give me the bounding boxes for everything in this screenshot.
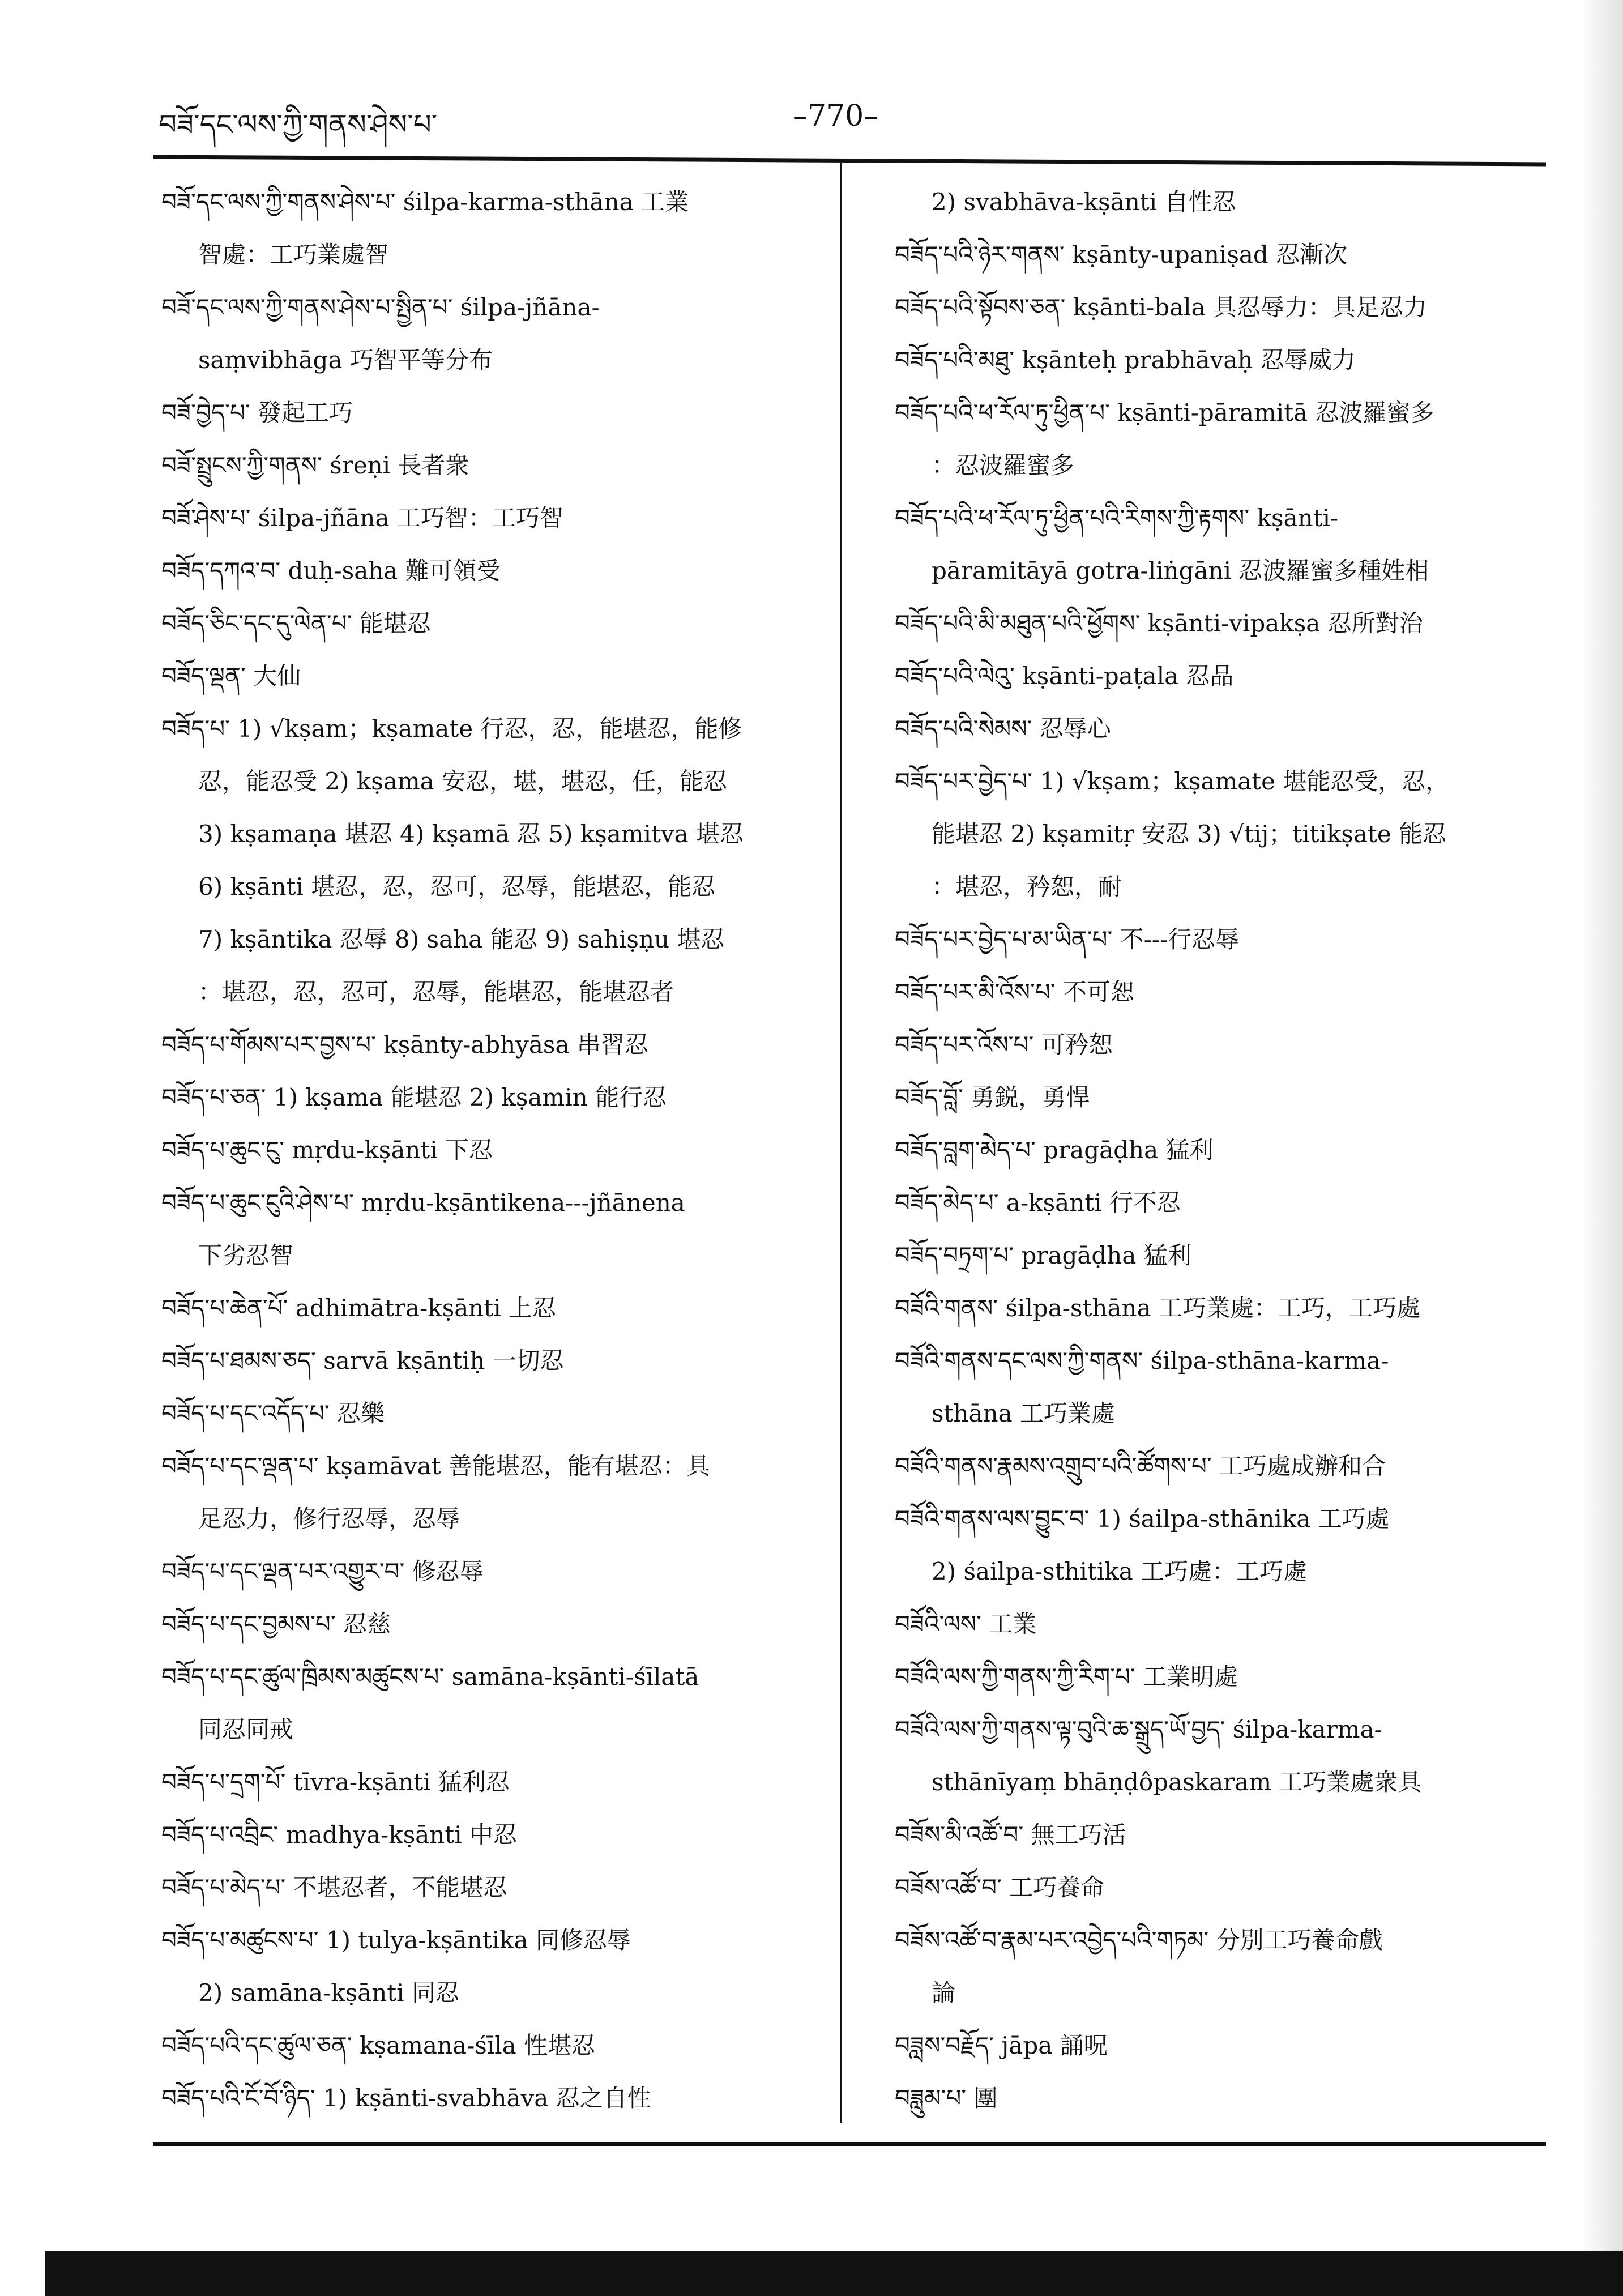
dictionary-entry: བཟོད་པར་བྱེད་པ་མ་ཡིན་པ་ 不---行忍辱	[895, 925, 1240, 953]
entry-continuation: sthāna 工巧業處	[932, 1399, 1115, 1427]
dictionary-entry: བཟོའི་གནས་རྣམས་འགྲུབ་པའི་ཚོགས་པ་ 工巧處成辦和合	[895, 1452, 1386, 1480]
dictionary-entry: བཟོད་པའི་སྟོབས་ཅན་ kṣānti-bala 具忍辱力：具足忍力	[895, 293, 1428, 321]
dictionary-entry: བཟོད་པའི་ཕ་རོལ་ཏུ་ཕྱིན་པའི་རིགས་ཀྱི་རྟགས་ kṣānti-	[895, 504, 1339, 532]
dictionary-entry: བཟོད་པའི་ལེའུ་ kṣānti-paṭala 忍品	[895, 662, 1234, 690]
entry-continuation: 2) samāna-kṣānti 同忍	[198, 1979, 459, 2007]
dictionary-entry: བཟོད་པའི་ངོ་བོ་ཉིད་ 1) kṣānti-svabhāva 忍之自性	[161, 2084, 651, 2112]
dictionary-entry: བཟོས་འཚོ་བ་རྣམ་པར་འབྱེད་པའི་གཏམ་ 分別工巧養命戲	[895, 1926, 1383, 1954]
entry-continuation: sthānīyaṃ bhāṇḍôpaskaram 工巧業處衆具	[932, 1768, 1422, 1796]
entry-continuation: 7) kṣāntika 忍辱 8) saha 能忍 9) sahiṣṇu 堪忍	[198, 925, 725, 953]
entry-continuation: 能堪忍 2) kṣamitṛ 安忍 3) √tij；titikṣate 能忍	[932, 820, 1447, 848]
entry-continuation: 下劣忍智	[198, 1241, 294, 1269]
dictionary-entry: བཟོད་པ་མཚུངས་པ་ 1) tulya-kṣāntika 同修忍辱	[161, 1926, 631, 1954]
dictionary-entry: བཟོད་པ་ 1) √kṣam；kṣamate 行忍，忍，能堪忍，能修	[161, 715, 742, 742]
dictionary-entry: བཟོའི་ལས་ཀྱི་གནས་ལྟ་བུའི་ཆ་སྒྲུད་ཡོ་བྱད་ śilpa-karma-	[895, 1715, 1382, 1743]
entry-continuation: 2) svabhāva-kṣānti 自性忍	[932, 188, 1236, 216]
entry-continuation: ：堪忍，矜恕，耐	[932, 873, 1122, 901]
dictionary-entry: བཟོའི་ལས་ཀྱི་གནས་ཀྱི་རིག་པ་ 工業明處	[895, 1663, 1238, 1691]
dictionary-entry: བཟོད་པ་དང་ལྡན་པར་འགྱུར་བ་ 修忍辱	[161, 1557, 484, 1585]
dictionary-entry: བཟོའི་གནས་ śilpa-sthāna 工巧業處：工巧，工巧處	[895, 1294, 1420, 1322]
dictionary-entry: བཟོད་པ་ཆུང་ངུ་ mṛdu-kṣānti 下忍	[161, 1136, 493, 1164]
dictionary-entry: བཟོད་པའི་ཉེར་གནས་ kṣānty-upaniṣad 忍漸次	[895, 241, 1348, 268]
dictionary-entry: བཟོད་པར་མི་འོས་པ་ 不可恕	[895, 978, 1134, 1006]
scan-shadow	[1580, 0, 1623, 2251]
entry-continuation: 2) śailpa-sthitika 工巧處：工巧處	[932, 1557, 1308, 1585]
dictionary-entry: བཟོད་པ་མེད་པ་ 不堪忍者，不能堪忍	[161, 1873, 507, 1901]
dictionary-entry: བཟོའི་གནས་དང་ལས་ཀྱི་གནས་ śilpa-sthāna-karma-	[895, 1347, 1389, 1375]
entry-continuation: 同忍同戒	[198, 1715, 294, 1743]
dictionary-entry: བཟོད་པ་ཐམས་ཅད་ sarvā kṣāntiḥ 一切忍	[161, 1347, 564, 1375]
dictionary-entry: བཟོའི་གནས་ལས་བྱུང་བ་ 1) śailpa-sthānika 工巧處	[895, 1505, 1390, 1533]
dictionary-entry: བཟོད་པ་དང་བྱམས་པ་ 忍慈	[161, 1610, 391, 1638]
right-column	[895, 176, 1546, 2124]
dictionary-entry: བཟོད་བློ་ 勇鋭，勇悍	[895, 1083, 1090, 1111]
entry-continuation: 忍，能忍受 2) kṣama 安忍，堪，堪忍，任，能忍	[198, 767, 728, 795]
dictionary-entry: བཟོ་དང་ལས་ཀྱི་གནས་ཤེས་པ་ śilpa-karma-sthāna 工業	[161, 188, 689, 216]
dictionary-entry: བཟོད་པ་དྲག་པོ་ tīvra-kṣānti 猛利忍	[161, 1768, 510, 1796]
dictionary-entry: བཟོད་དཀའ་བ་ duḥ-saha 難可領受	[161, 557, 501, 584]
dictionary-entry: བཟོད་བླག་མེད་པ་ pragāḍha 猛利	[895, 1136, 1214, 1164]
dictionary-entry: བཟོ་བྱེད་པ་ 發起工巧	[161, 399, 353, 426]
dictionary-entry: བཟོད་པ་དང་འདོད་པ་ 忍樂	[161, 1399, 385, 1427]
bottom-rule	[153, 2142, 1546, 2146]
dictionary-entry: བཟོད་པ་གོམས་པར་བྱས་པ་ kṣānty-abhyāsa 串習忍	[161, 1031, 648, 1059]
dictionary-entry: བཟོད་པའི་སེམས་ 忍辱心	[895, 715, 1111, 742]
scan-edge-bar	[45, 2251, 1623, 2296]
dictionary-entry: བཟོད་པ་ཆུང་ངུའི་ཤེས་པ་ mṛdu-kṣāntikena---jñānena	[161, 1189, 685, 1217]
dictionary-entry: བཟོད་ལྡན་ 大仙	[161, 662, 301, 690]
dictionary-entry: བཟོ་ཤེས་པ་ śilpa-jñāna 工巧智：工巧智	[161, 504, 563, 532]
entry-continuation: ：忍波羅蜜多	[932, 451, 1075, 479]
dictionary-entry: བཟོད་ཅིང་དང་དུ་ལེན་པ་ 能堪忍	[161, 609, 431, 637]
dictionary-entry: བཟོད་པར་འོས་པ་ 可矜恕	[895, 1031, 1113, 1059]
entry-continuation: 論	[932, 1979, 956, 2007]
entry-continuation: 智處：工巧業處智	[198, 241, 389, 268]
entry-continuation: pāramitāyā gotra-liṅgāni 忍波羅蜜多種姓相	[932, 557, 1429, 584]
dictionary-entry: བཟོད་པའི་མཐུ་ kṣānteḥ prabhāvaḥ 忍辱威力	[895, 346, 1356, 374]
dictionary-entry: བཟོད་པའི་ཕ་རོལ་ཏུ་ཕྱིན་པ་ kṣānti-pāramitā 忍波羅蜜多	[895, 399, 1434, 426]
dictionary-entry: བཟོས་འཚོ་བ་ 工巧養命	[895, 1873, 1105, 1901]
dictionary-entry: བཟོད་པ་དང་ལྡན་པ་ kṣamāvat 善能堪忍，能有堪忍：具	[161, 1452, 710, 1480]
dictionary-entry: བཟོད་པ་ཆེན་པོ་ adhimātra-kṣānti 上忍	[161, 1294, 557, 1322]
running-head: བཟོ་དང་ལས་ཀྱི་གནས་ཤེས་པ་	[159, 108, 438, 141]
page-number: –770–	[793, 99, 879, 133]
column-divider	[840, 163, 842, 2123]
entry-continuation: saṃvibhāga 巧智平等分布	[198, 346, 493, 374]
dictionary-entry: བཟོའི་ལས་ 工業	[895, 1610, 1037, 1638]
dictionary-entry: བཟོད་མེད་པ་ a-kṣānti 行不忍	[895, 1189, 1181, 1217]
dictionary-entry: བཟོད་པ་འབྲིང་ madhya-kṣānti 中忍	[161, 1821, 518, 1849]
dictionary-entry: བཟོས་མི་འཚོ་བ་ 無工巧活	[895, 1821, 1126, 1849]
dictionary-entry: བཟོད་པར་བྱེད་པ་ 1) √kṣam；kṣamate 堪能忍受，忍，	[895, 767, 1450, 795]
dictionary-entry: བཟོད་པའི་མི་མཐུན་པའི་ཕྱོགས་ kṣānti-vipakṣa 忍所對治	[895, 609, 1423, 637]
dictionary-entry: བཟླས་བརྗོད་ jāpa 誦呪	[895, 2032, 1108, 2059]
entry-continuation: ：堪忍，忍，忍可，忍辱，能堪忍，能堪忍者	[198, 978, 674, 1006]
dictionary-entry: བཟོད་པ་ཅན་ 1) kṣama 能堪忍 2) kṣamin 能行忍	[161, 1083, 667, 1111]
left-column	[161, 176, 827, 2124]
dictionary-entry: བཟོ་སྤྲུངས་ཀྱི་གནས་ śreṇi 長者衆	[161, 451, 469, 479]
dictionary-entry: བཟླུམ་པ་ 團	[895, 2084, 998, 2112]
entry-continuation: 3) kṣamaṇa 堪忍 4) kṣamā 忍 5) kṣamitva 堪忍	[198, 820, 744, 848]
dictionary-entry: བཟོད་བཏྲག་པ་ pragāḍha 猛利	[895, 1241, 1191, 1269]
entry-continuation: 6) kṣānti 堪忍，忍，忍可，忍辱，能堪忍，能忍	[198, 873, 716, 901]
dictionary-entry: བཟོད་པ་དང་ཚུལ་ཁྲིམས་མཚུངས་པ་ samāna-kṣānti-śīlatā	[161, 1663, 699, 1691]
dictionary-entry: བཟོད་པའི་དང་ཚུལ་ཅན་ kṣamana-śīla 性堪忍	[161, 2032, 596, 2059]
entry-continuation: 足忍力，修行忍辱，忍辱	[198, 1505, 460, 1533]
dictionary-entry: བཟོ་དང་ལས་ཀྱི་གནས་ཤེས་པ་སྤྱིན་པ་ śilpa-jñāna-	[161, 293, 600, 321]
